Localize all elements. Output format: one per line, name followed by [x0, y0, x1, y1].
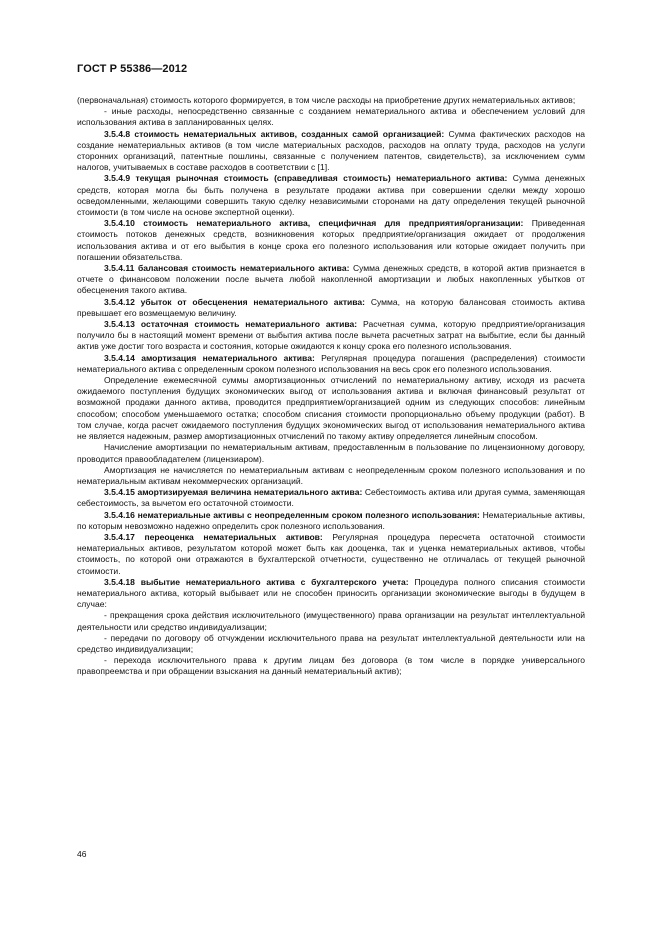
document-body: [77, 95, 585, 678]
paragraph-text: Сумма денежных средств, в которой актив признается в отчете о финансовом положении после вычета любой накопленной амортизации и любых накопленных убытков от обесценения такого актива.: [77, 263, 585, 296]
paragraph-text: - перехода исключительного права к другим лицам без договора (в том числе в порядке универсального правопреемства и при обращении взыскания на данный нематериальный актив);: [77, 655, 585, 677]
paragraph-text: Амортизация не начисляется по нематериальным активам с неопределенным сроком полезного использования и по нематериальным активам некоммерческих организаций.: [77, 464, 585, 486]
paragraph: [77, 633, 585, 655]
paragraph-text: - иные расходы, непосредственно связанные с созданием нематериального актива и обеспечением условий для использования актива в запланированных целях.: [77, 106, 585, 128]
paragraph-text: Сумма фактических расходов на создание нематериальных активов (в том числе материальных расходов, расходов на оплату труда, расходов на услуги сторонних организаций, патентные пошлины, связанные с получением патентов, свидетельств), за исключением сумм налогов, учитываемых в составе расходов в соответствии с [1].: [77, 128, 585, 173]
paragraph-text: Расчетная сумма, которую предприятие/организация получило бы в настоящий момент времени от выбытия актива после вычета расчетных затрат на выбытие, если бы данный актив уже достиг того возраста и состояния, которые ожидаются к концу срока его полезного использования.: [77, 319, 585, 352]
paragraph-text: Начисление амортизации по нематериальным активам, предоставленным в пользование по лицензионному договору, проводится правообладателем (лицензиаром).: [77, 442, 585, 464]
paragraph-text: Регулярная процедура погашения (распределения) стоимости нематериального актива с определенным сроком полезного использования на весь срок его полезного использования.: [77, 352, 586, 374]
term-definition: 3.5.4.17 переоценка нематериальных активов:: [104, 531, 323, 542]
paragraph: [77, 106, 585, 128]
paragraph: [77, 442, 585, 464]
paragraph-text: Сумма, на которую балансовая стоимость актива превышает его возмещаемую величину.: [77, 296, 585, 318]
paragraph-text: Сумма денежных средств, которая могла бы быть получена в результате продажи актива при совершении сделки между хорошо осведомленными, желающими совершить такую сделку независимыми сторонами на дату определения текущей рыночной стоимости (в том числе на основе экспертной оценки).: [77, 173, 585, 218]
term-definition: 3.5.4.10 стоимость нематериального актива, специфичная для предприятия/организации:: [104, 218, 524, 229]
paragraph: [77, 487, 585, 509]
paragraph: [77, 129, 585, 174]
paragraph-text: - передачи по договору об отчуждении исключительного права на результат интеллектуальной деятельности или на средство индивидуализации;: [77, 632, 585, 654]
paragraph-text: (первоначальная) стоимость которого формируется, в том числе расходы на приобретение других нематериальных активов;: [77, 95, 576, 105]
paragraph: [77, 297, 585, 319]
paragraph: [77, 319, 585, 353]
paragraph-text: Приведенная стоимость потоков денежных средств, возникновения которых предприятие/организация ожидает от продолжения использования актива и от его выбытия в конце срока его полезного использования или которые ожидает получить при погашении обязательства.: [77, 218, 585, 262]
paragraph: [77, 95, 585, 106]
page-number: 46: [77, 849, 87, 859]
paragraph: [77, 263, 585, 297]
term-definition: 3.5.4.12 убыток от обесценения нематериального актива:: [104, 296, 366, 307]
term-definition: 3.5.4.13 остаточная стоимость нематериального актива:: [104, 319, 358, 330]
term-definition: 3.5.4.18 выбытие нематериального актива с бухгалтерского учета:: [104, 576, 409, 587]
paragraph-text: Себестоимость актива или другая сумма, заменяющая себестоимость, за вычетом его остаточной стоимости.: [77, 487, 585, 509]
paragraph: [77, 173, 585, 218]
paragraph: [77, 510, 585, 532]
paragraph-text: Процедура полного списания стоимости нематериального актива, который выбывает или не способен приносить организации экономические выгоды в будущем в случае:: [77, 576, 585, 610]
term-definition: 3.5.4.16 нематериальные активы с неопределенным сроком полезного использования:: [104, 509, 480, 520]
paragraph-text: - прекращения срока действия исключительного (имущественного) права организации на результат интеллектуальной деятельности или средство индивидуализации;: [77, 610, 585, 632]
term-definition: 3.5.4.8 стоимость нематериальных активов, созданных самой организацией:: [104, 128, 445, 139]
term-definition: 3.5.4.11 балансовая стоимость нематериального актива:: [104, 263, 350, 274]
paragraph-text: Определение ежемесячной суммы амортизационных отчислений по нематериальному активу, исходя из расчета ожидаемого поступления будущих экономических выгод от использования актива и включая финансовый результат от возможной продажи данного актива, проводится предприятием/организацией одним из следующих способов: линейным способом; способом уменьшаемого остатка; способом списания стоимости пропорционально объему продукции (работ). В том случае, когда расчет ожидаемого поступления будущих экономических выгод от использования нематериального актива не является надежным, размер амортизационных отчислений по такому активу определяется линейным способом.: [77, 375, 585, 442]
paragraph: [77, 532, 585, 577]
paragraph: [77, 655, 585, 677]
term-definition: 3.5.4.15 амортизируемая величина нематериального актива:: [104, 487, 363, 498]
document-header: ГОСТ Р 55386—2012: [77, 63, 188, 75]
paragraph: [77, 610, 585, 632]
term-definition: 3.5.4.9 текущая рыночная стоимость (справедливая стоимость) нематериального актива:: [104, 173, 508, 184]
paragraph-text: Регулярная процедура пересчета остаточной стоимости нематериальных активов, результатом которой может быть как дооценка, так и уценка нематериальных активов, чтобы стоимость, по которой они отражаются в бухгалтерской отчетности, существенно не отличалась от текущей рыночной стоимости.: [77, 531, 586, 576]
paragraph: [77, 353, 585, 375]
paragraph: [77, 218, 585, 263]
paragraph: [77, 375, 585, 442]
paragraph: [77, 577, 585, 611]
term-definition: 3.5.4.14 амортизация нематериального актива:: [104, 352, 315, 363]
paragraph-text: Нематериальные активы, по которым невозможно надежно определить срок полезного использования.: [77, 509, 585, 531]
paragraph: [77, 465, 585, 487]
